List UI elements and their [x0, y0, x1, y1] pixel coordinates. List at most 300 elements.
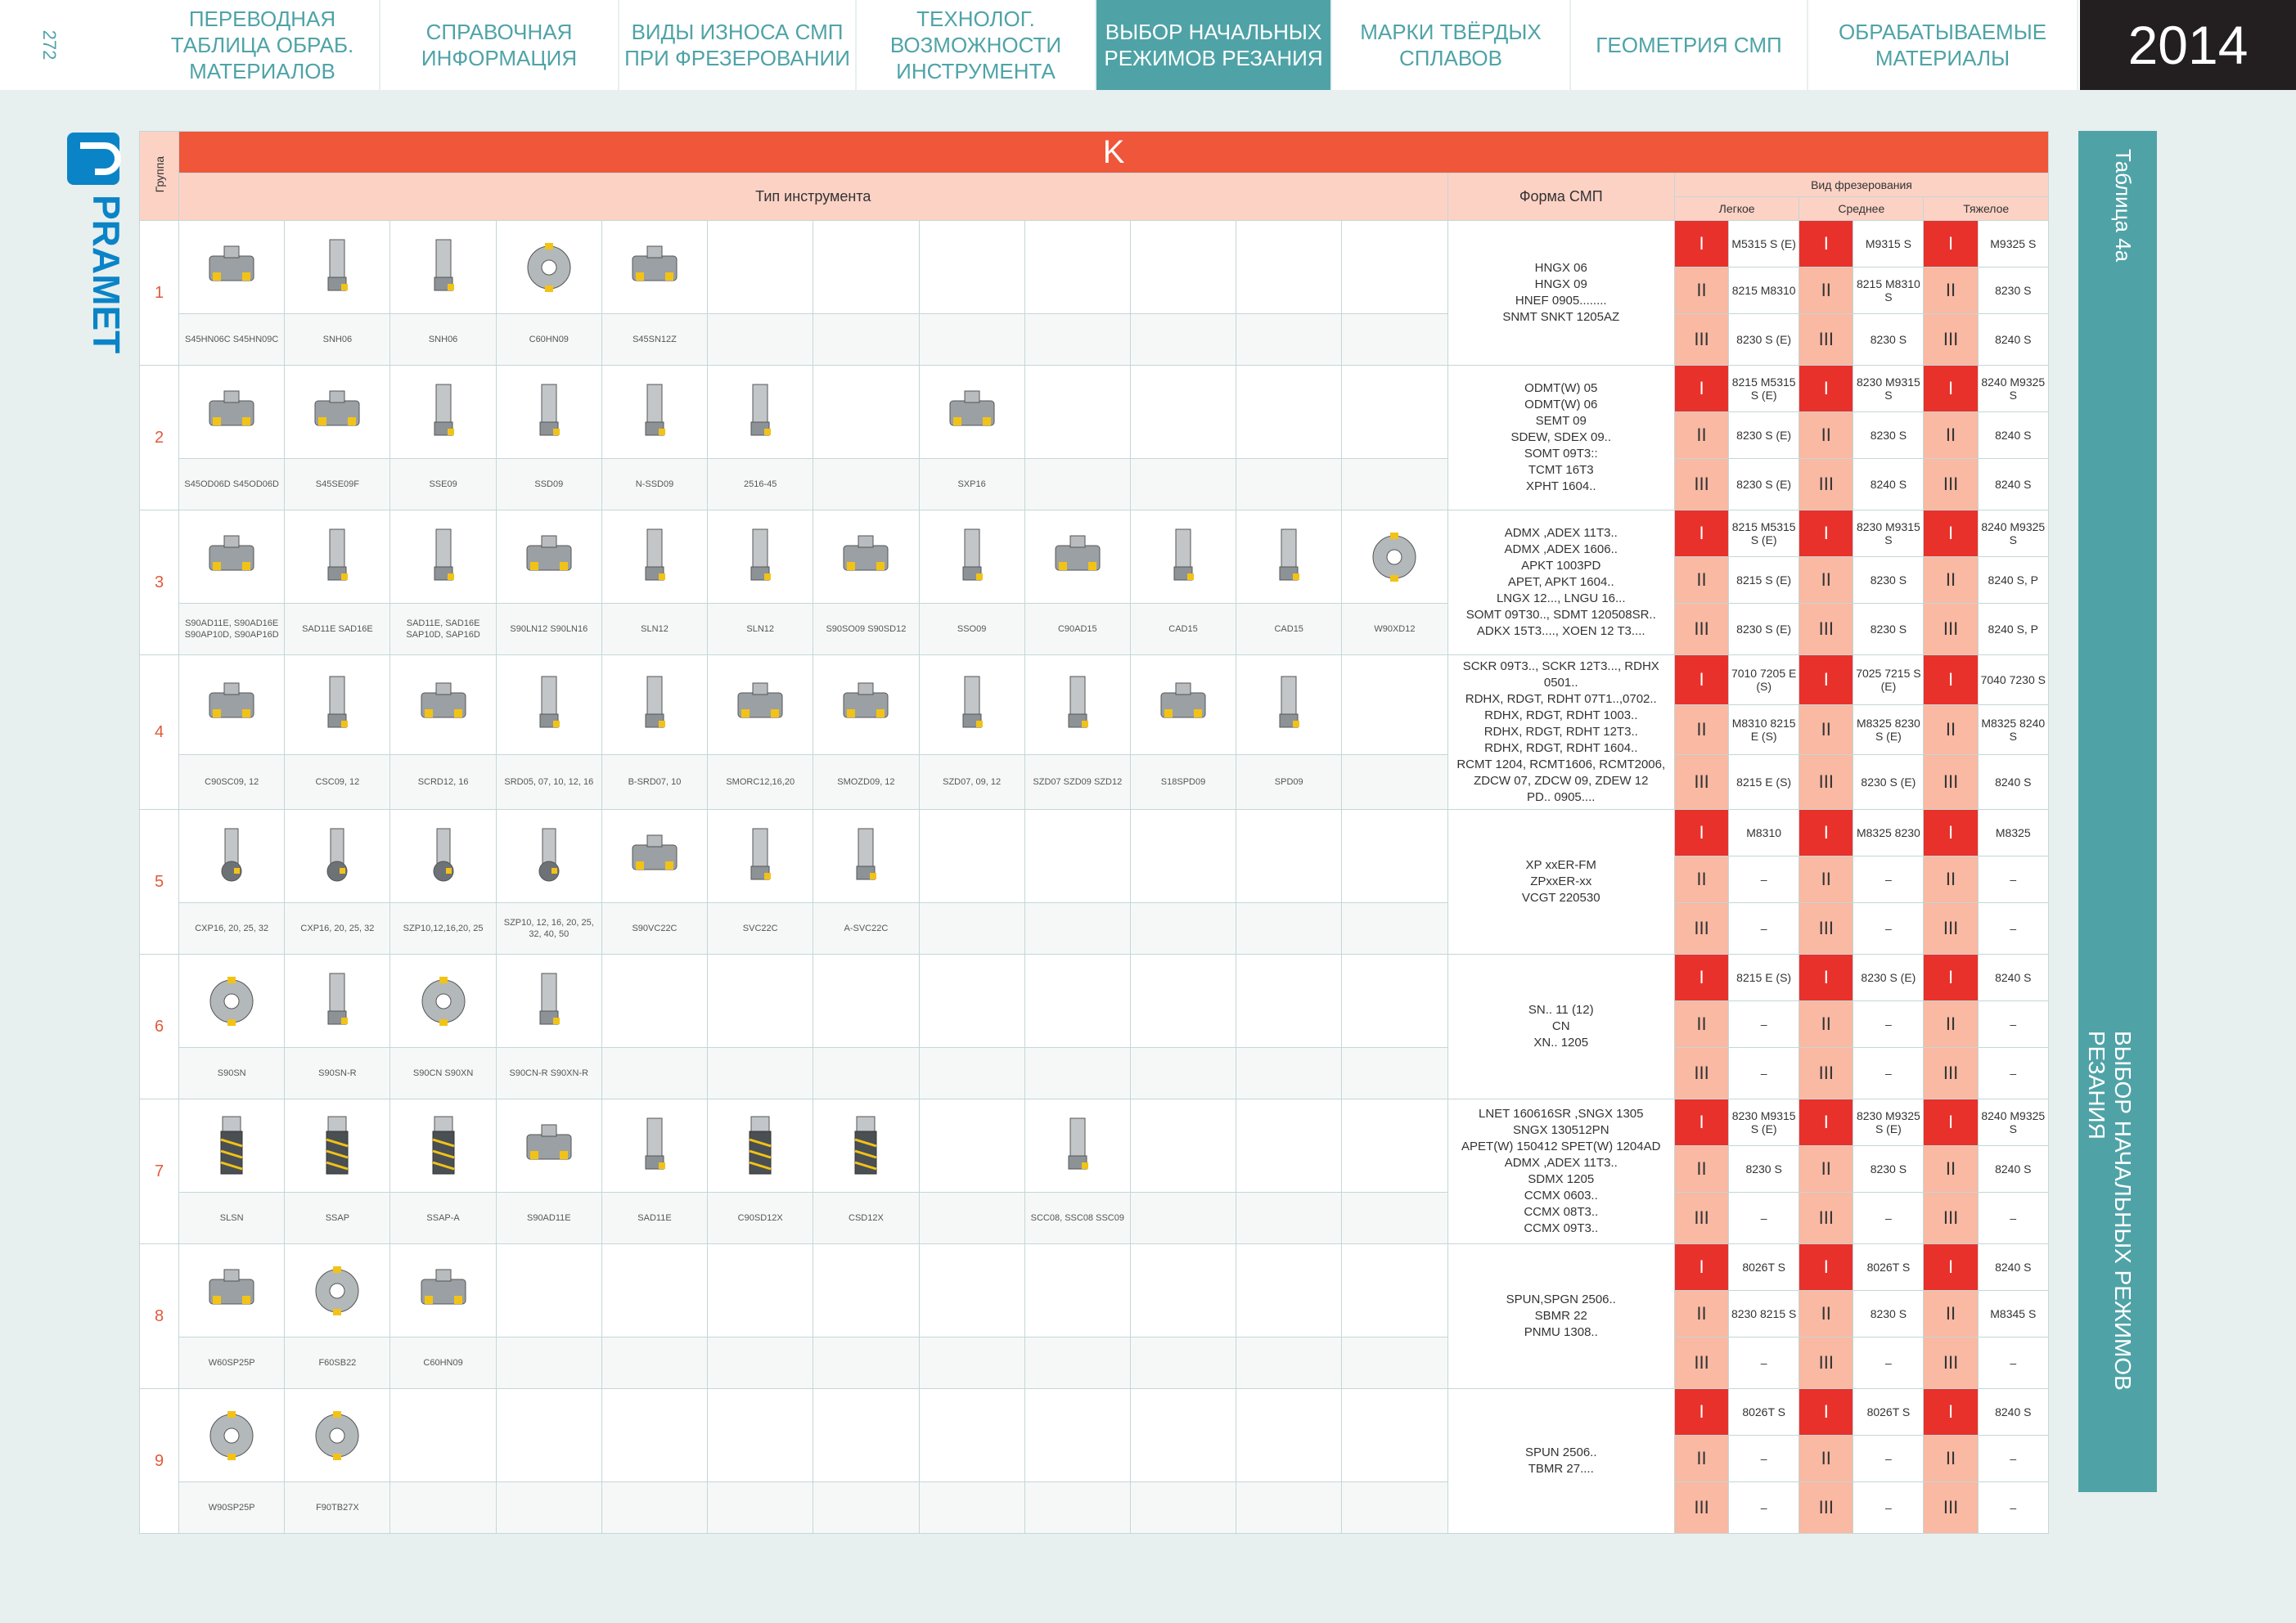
tool-code	[496, 1338, 601, 1389]
intensity-level: I	[1674, 510, 1728, 557]
tool-code: SZP10, 12, 16, 20, 25, 32, 40, 50	[496, 903, 601, 955]
tool-image-cell	[919, 221, 1024, 314]
tool-image-cell	[1130, 655, 1236, 755]
grade-cell: 8240 S	[1978, 459, 2048, 510]
tool-image-cell	[1342, 1389, 1447, 1482]
intensity-level: III	[1924, 459, 1978, 510]
table-row	[140, 903, 2049, 955]
tool-code	[1130, 1048, 1236, 1099]
tool-image-cell	[1130, 810, 1236, 903]
tool-code: SAD11E SAD16E	[285, 604, 390, 655]
tool-image-cell	[179, 810, 285, 903]
tool-image-cell	[1024, 1099, 1130, 1193]
tool-code	[1236, 903, 1342, 955]
tool-code	[919, 1482, 1024, 1534]
tool-code: SLSN	[179, 1193, 285, 1244]
grade-cell: 8240 S	[1978, 314, 2048, 366]
intensity-level: I	[1674, 810, 1728, 856]
tool-code	[1342, 314, 1447, 366]
intensity-level: I	[1924, 510, 1978, 557]
nav-tab-1[interactable]: СПРАВОЧНАЯ ИНФОРМАЦИЯ	[380, 0, 619, 90]
tool-code: W90XD12	[1342, 604, 1447, 655]
table-row	[140, 810, 2049, 856]
tool-code: SRD05, 07, 10, 12, 16	[496, 754, 601, 809]
grade-cell: –	[1853, 903, 1924, 955]
grade-cell: –	[1729, 1436, 1799, 1482]
insert-shape-cell: SN.. 11 (12) CN XN.. 1205	[1447, 955, 1674, 1099]
face-mill-icon	[837, 524, 894, 590]
tool-code	[1130, 1482, 1236, 1534]
grade-cell: –	[1853, 1338, 1924, 1389]
tool-code	[813, 1048, 919, 1099]
intensity-level: III	[1924, 1482, 1978, 1534]
grade-cell: M8325 8240 S	[1978, 704, 2048, 754]
grade-cell: 8026T S	[1729, 1389, 1799, 1436]
face-mill-icon	[520, 524, 578, 590]
table-row	[140, 754, 2049, 809]
table-row	[140, 1244, 2049, 1291]
tool-code: C60HN09	[496, 314, 601, 366]
grade-cell: 8230 M9315 S (E)	[1729, 1099, 1799, 1146]
grade-cell: –	[1978, 1436, 2048, 1482]
tool-code: B-SRD07, 10	[601, 754, 707, 809]
intensity-level: II	[1674, 856, 1728, 903]
tool-code: C90SD12X	[708, 1193, 813, 1244]
end-mill-icon	[415, 524, 472, 590]
tool-code	[1236, 314, 1342, 366]
intensity-level: III	[1924, 1193, 1978, 1244]
intensity-level: I	[1799, 955, 1853, 1001]
tool-image-cell	[1024, 510, 1130, 604]
tool-code: S45HN06C S45HN09C	[179, 314, 285, 366]
group-number: 5	[140, 810, 179, 955]
tool-type-header: Тип инструмента	[179, 173, 1447, 221]
intensity-level: I	[1799, 366, 1853, 412]
material-group-k: K	[179, 132, 2049, 173]
grade-cell: 8215 M5315 S (E)	[1729, 366, 1799, 412]
grade-cell: 8240 S	[1853, 459, 1924, 510]
tool-code: SZD07 SZD09 SZD12	[1024, 754, 1130, 809]
grade-cell: –	[1978, 1338, 2048, 1389]
tool-image-cell	[1024, 366, 1130, 459]
group-number: 6	[140, 955, 179, 1099]
tool-code: SSE09	[390, 459, 496, 510]
intensity-level: I	[1924, 655, 1978, 705]
medium-header: Среднее	[1799, 197, 1924, 221]
tool-code	[708, 314, 813, 366]
tool-code: SAD11E	[601, 1193, 707, 1244]
end-mill-icon	[732, 380, 789, 445]
grade-cell: 8230 S	[1853, 604, 1924, 655]
table-row	[140, 1193, 2049, 1244]
disc-mill-icon	[308, 1258, 366, 1324]
tool-code: SZD07, 09, 12	[919, 754, 1024, 809]
tool-image-cell	[1236, 510, 1342, 604]
disc-mill-icon	[415, 969, 472, 1034]
intensity-level: III	[1799, 1193, 1853, 1244]
end-mill-icon	[626, 380, 683, 445]
end-mill-icon	[308, 672, 366, 737]
insert-shape-cell: ADMX ,ADEX 11T3.. ADMX ,ADEX 1606.. APKT 1003PD APET, APKT 1604.. LNGX 12..., LNGU 16... SOMT 09T30.., SDMT 120508SR.. ADKX 15T3...., XOEN 12 T3....	[1447, 510, 1674, 655]
grade-cell: 8215 E (S)	[1729, 754, 1799, 809]
ball-mill-icon	[308, 824, 366, 889]
helix-mill-icon	[308, 1113, 366, 1179]
grade-cell: 8240 S	[1978, 955, 2048, 1001]
tool-image-cell	[1342, 366, 1447, 459]
grade-cell: 8230 S	[1978, 268, 2048, 314]
intensity-level: I	[1924, 810, 1978, 856]
tool-image-cell	[179, 221, 285, 314]
tool-code: S18SPD09	[1130, 754, 1236, 809]
nav-tab-6[interactable]: ГЕОМЕТРИЯ СМП	[1571, 0, 1808, 90]
nav-tab-5[interactable]: МАРКИ ТВЁРДЫХ СПЛАВОВ	[1332, 0, 1571, 90]
tool-image-cell	[1342, 810, 1447, 903]
tool-code: S90SO09 S90SD12	[813, 604, 919, 655]
end-mill-icon	[520, 380, 578, 445]
tool-image-cell	[1342, 1244, 1447, 1338]
grade-cell: –	[1978, 856, 2048, 903]
nav-tab-3[interactable]: ТЕХНОЛОГ. ВОЗМОЖНОСТИ ИНСТРУМЕНТА	[857, 0, 1096, 90]
intensity-level: III	[1674, 1048, 1728, 1099]
nav-tab-2[interactable]: ВИДЫ ИЗНОСА СМП ПРИ ФРЕЗЕРОВАНИИ	[619, 0, 857, 90]
tool-code: SNH06	[390, 314, 496, 366]
grade-cell: 8215 M8310 S	[1853, 268, 1924, 314]
grade-cell: 8230 S (E)	[1853, 955, 1924, 1001]
end-mill-icon	[732, 824, 789, 889]
grade-cell: 8230 M9325 S (E)	[1853, 1099, 1924, 1146]
tool-image-cell	[919, 1244, 1024, 1338]
tool-image-cell	[496, 1389, 601, 1482]
intensity-level: III	[1924, 1048, 1978, 1099]
intensity-level: I	[1924, 1099, 1978, 1146]
tool-code	[1130, 1193, 1236, 1244]
tool-image-cell	[390, 1244, 496, 1338]
tool-image-cell	[601, 655, 707, 755]
group-number: 8	[140, 1244, 179, 1389]
group-number: 1	[140, 221, 179, 366]
tool-code: S90CN S90XN	[390, 1048, 496, 1099]
end-mill-icon	[308, 524, 366, 590]
grade-cell: 7010 7205 E (S)	[1729, 655, 1799, 705]
insert-shape-header: Форма СМП	[1447, 173, 1674, 221]
intensity-level: I	[1674, 366, 1728, 412]
end-mill-icon	[1260, 524, 1317, 590]
tool-code: CAD15	[1236, 604, 1342, 655]
end-mill-icon	[732, 524, 789, 590]
tool-code: F90TB27X	[285, 1482, 390, 1534]
grade-cell: M8325	[1978, 810, 2048, 856]
tool-code: S90SN-R	[285, 1048, 390, 1099]
tool-code: S90LN12 S90LN16	[496, 604, 601, 655]
tool-image-cell	[813, 1244, 919, 1338]
tool-code	[919, 314, 1024, 366]
tool-image-cell	[813, 510, 919, 604]
tool-image-cell	[285, 655, 390, 755]
insert-shape-cell: XP xxER-FM ZPxxER-xx VCGT 220530	[1447, 810, 1674, 955]
intensity-level: III	[1674, 1338, 1728, 1389]
face-mill-icon	[520, 1113, 578, 1179]
tool-image-cell	[813, 955, 919, 1048]
grade-cell: –	[1853, 1482, 1924, 1534]
intensity-level: III	[1924, 754, 1978, 809]
intensity-level: III	[1799, 1048, 1853, 1099]
tool-image-cell	[1130, 510, 1236, 604]
tool-image-cell	[1342, 221, 1447, 314]
grade-cell: 8230 8215 S	[1729, 1291, 1799, 1338]
tool-code	[1024, 314, 1130, 366]
grade-cell: 8230 S (E)	[1729, 314, 1799, 366]
end-mill-icon	[415, 235, 472, 300]
tool-code: SZP10,12,16,20, 25	[390, 903, 496, 955]
tool-code	[1024, 1482, 1130, 1534]
tool-image-cell	[919, 366, 1024, 459]
tool-code	[1236, 1482, 1342, 1534]
tool-code: SSAP	[285, 1193, 390, 1244]
intensity-level: I	[1924, 955, 1978, 1001]
ball-mill-icon	[203, 824, 260, 889]
tool-image-cell	[919, 1099, 1024, 1193]
grade-cell: –	[1729, 1001, 1799, 1048]
tool-image-cell	[1236, 366, 1342, 459]
insert-shape-cell: SPUN 2506.. TBMR 27....	[1447, 1389, 1674, 1534]
nav-tab-0[interactable]: ПЕРЕВОДНАЯ ТАБЛИЦА ОБРАБ. МАТЕРИАЛОВ	[146, 0, 380, 90]
face-mill-icon	[203, 524, 260, 590]
intensity-level: I	[1799, 1244, 1853, 1291]
insert-shape-cell: SPUN,SPGN 2506.. SBMR 22 PNMU 1308..	[1447, 1244, 1674, 1389]
heavy-header: Тяжелое	[1924, 197, 2049, 221]
tool-code	[1342, 1193, 1447, 1244]
tool-code	[601, 1048, 707, 1099]
intensity-level: I	[1799, 221, 1853, 268]
intensity-level: III	[1799, 604, 1853, 655]
tool-image-cell	[179, 1389, 285, 1482]
intensity-level: III	[1674, 314, 1728, 366]
grade-cell: M8310	[1729, 810, 1799, 856]
tool-code	[1236, 1193, 1342, 1244]
tool-image-cell	[708, 810, 813, 903]
tool-code: CSC09, 12	[285, 754, 390, 809]
intensity-level: II	[1799, 1291, 1853, 1338]
tool-image-cell	[708, 510, 813, 604]
tool-code: CXP16, 20, 25, 32	[179, 903, 285, 955]
grade-cell: 8230 M9315 S	[1853, 366, 1924, 412]
grade-cell: –	[1853, 1048, 1924, 1099]
intensity-level: III	[1924, 903, 1978, 955]
tool-image-cell	[1236, 221, 1342, 314]
tool-code	[813, 1338, 919, 1389]
intensity-level: III	[1924, 314, 1978, 366]
table-row	[140, 1048, 2049, 1099]
tool-image-cell	[708, 655, 813, 755]
end-mill-icon	[1155, 524, 1212, 590]
intensity-level: II	[1924, 268, 1978, 314]
tool-image-cell	[390, 366, 496, 459]
intensity-level: I	[1924, 1244, 1978, 1291]
intensity-level: III	[1674, 459, 1728, 510]
tool-image-cell	[813, 1099, 919, 1193]
tool-code: SVC22C	[708, 903, 813, 955]
tool-code: S90CN-R S90XN-R	[496, 1048, 601, 1099]
grade-cell: M9315 S	[1853, 221, 1924, 268]
intensity-level: I	[1799, 1099, 1853, 1146]
tool-code: SPD09	[1236, 754, 1342, 809]
table-row	[140, 655, 2049, 705]
sidebar-table-label: Таблица 4а	[2111, 149, 2136, 263]
tool-image-cell	[813, 221, 919, 314]
grade-cell: –	[1729, 1193, 1799, 1244]
tool-code: SMORC12,16,20	[708, 754, 813, 809]
tool-image-cell	[179, 955, 285, 1048]
tool-image-cell	[601, 1099, 707, 1193]
tool-image-cell	[1130, 1099, 1236, 1193]
tool-code: SXP16	[919, 459, 1024, 510]
tool-image-cell	[601, 366, 707, 459]
end-mill-icon	[308, 969, 366, 1034]
nav-tab-7[interactable]: ОБРАБАТЫВАЕМЫЕ МАТЕРИАЛЫ	[1808, 0, 2078, 90]
intensity-level: III	[1674, 1193, 1728, 1244]
group-header: Группа	[140, 132, 179, 221]
tool-image-cell	[496, 221, 601, 314]
tool-image-cell	[1130, 955, 1236, 1048]
grade-cell: 8240 S, P	[1978, 557, 2048, 604]
group-number: 4	[140, 655, 179, 810]
helix-mill-icon	[732, 1113, 789, 1179]
tool-code	[708, 1482, 813, 1534]
tool-code	[1024, 903, 1130, 955]
grade-cell: 8215 M5315 S (E)	[1729, 510, 1799, 557]
tool-image-cell	[919, 510, 1024, 604]
intensity-level: III	[1799, 314, 1853, 366]
intensity-level: II	[1924, 557, 1978, 604]
tool-code: SSD09	[496, 459, 601, 510]
tool-image-cell	[179, 366, 285, 459]
grade-cell: 8240 S, P	[1978, 604, 2048, 655]
tool-image-cell	[708, 1099, 813, 1193]
grade-cell: 7025 7215 S (E)	[1853, 655, 1924, 705]
grade-cell: 8240 S	[1978, 412, 2048, 459]
intensity-level: III	[1799, 459, 1853, 510]
end-mill-icon	[1049, 672, 1106, 737]
grade-cell: 8026T S	[1853, 1389, 1924, 1436]
face-mill-icon	[415, 672, 472, 737]
tool-image-cell	[285, 366, 390, 459]
end-mill-icon	[626, 672, 683, 737]
cutting-modes-table	[139, 131, 2049, 1534]
tool-image-cell	[1342, 510, 1447, 604]
tool-image-cell	[813, 1389, 919, 1482]
intensity-level: II	[1674, 1146, 1728, 1193]
tool-code	[1342, 754, 1447, 809]
grade-cell: –	[1853, 1193, 1924, 1244]
tool-image-cell	[1342, 955, 1447, 1048]
light-header: Легкое	[1674, 197, 1799, 221]
tool-image-cell	[708, 1389, 813, 1482]
grade-cell: 8026T S	[1853, 1244, 1924, 1291]
grade-cell: M8325 8230 S (E)	[1853, 704, 1924, 754]
table-row	[140, 314, 2049, 366]
intensity-level: III	[1799, 754, 1853, 809]
disc-mill-icon	[1366, 524, 1423, 590]
tool-image-cell	[601, 955, 707, 1048]
milling-type-header: Вид фрезерования	[1674, 173, 2048, 197]
tool-code: CSD12X	[813, 1193, 919, 1244]
tool-image-cell	[496, 955, 601, 1048]
intensity-level: III	[1924, 1338, 1978, 1389]
grade-cell: 8215 M8310	[1729, 268, 1799, 314]
logo-text: PRAMET	[85, 195, 128, 354]
tool-code: CAD15	[1130, 604, 1236, 655]
tool-image-cell	[708, 955, 813, 1048]
intensity-level: II	[1674, 1001, 1728, 1048]
intensity-level: II	[1799, 704, 1853, 754]
tool-code: SCRD12, 16	[390, 754, 496, 809]
grade-cell: –	[1978, 1048, 2048, 1099]
intensity-level: I	[1799, 810, 1853, 856]
grade-cell: 8240 S	[1978, 1146, 2048, 1193]
tool-code	[708, 1048, 813, 1099]
intensity-level: III	[1799, 1482, 1853, 1534]
grade-cell: 8240 S	[1978, 1244, 2048, 1291]
tool-image-cell	[1236, 1244, 1342, 1338]
tool-image-cell	[1236, 955, 1342, 1048]
intensity-level: III	[1924, 604, 1978, 655]
grade-cell: 8230 S (E)	[1729, 412, 1799, 459]
tool-code: S90SN	[179, 1048, 285, 1099]
tool-image-cell	[1130, 366, 1236, 459]
tool-image-cell	[1130, 1389, 1236, 1482]
grade-cell: M8345 S	[1978, 1291, 2048, 1338]
intensity-level: III	[1799, 903, 1853, 955]
intensity-level: II	[1674, 704, 1728, 754]
tool-image-cell	[285, 1389, 390, 1482]
intensity-level: II	[1799, 268, 1853, 314]
tool-code	[1342, 1048, 1447, 1099]
tool-code	[1236, 1338, 1342, 1389]
grade-cell: 8230 S	[1853, 557, 1924, 604]
tool-code: S90AD11E, S90AD16E S90AP10D, S90AP16D	[179, 604, 285, 655]
disc-mill-icon	[203, 1403, 260, 1468]
grade-cell: –	[1853, 1436, 1924, 1482]
intensity-level: I	[1799, 510, 1853, 557]
end-mill-icon	[520, 969, 578, 1034]
tool-code: W60SP25P	[179, 1338, 285, 1389]
grade-cell: 8240 S	[1978, 754, 2048, 809]
tool-image-cell	[179, 1099, 285, 1193]
face-mill-icon	[415, 1258, 472, 1324]
grade-cell: –	[1978, 1001, 2048, 1048]
group-number: 7	[140, 1099, 179, 1244]
end-mill-icon	[837, 824, 894, 889]
tool-code: S45SN12Z	[601, 314, 707, 366]
table-row	[140, 955, 2049, 1001]
helix-mill-icon	[837, 1113, 894, 1179]
tool-code	[1024, 459, 1130, 510]
intensity-level: II	[1799, 557, 1853, 604]
tool-image-cell	[1236, 1389, 1342, 1482]
tool-code	[390, 1482, 496, 1534]
tool-code: SSO09	[919, 604, 1024, 655]
tool-image-cell	[1236, 810, 1342, 903]
tool-code	[601, 1338, 707, 1389]
grade-cell: 7040 7230 S	[1978, 655, 2048, 705]
tool-image-cell	[390, 510, 496, 604]
tool-code	[919, 903, 1024, 955]
tool-code	[1130, 903, 1236, 955]
tool-code	[1342, 1482, 1447, 1534]
nav-tab-4[interactable]: ВЫБОР НАЧАЛЬНЫХ РЕЖИМОВ РЕЗАНИЯ	[1096, 0, 1332, 90]
intensity-level: II	[1924, 1291, 1978, 1338]
tool-image-cell	[496, 366, 601, 459]
